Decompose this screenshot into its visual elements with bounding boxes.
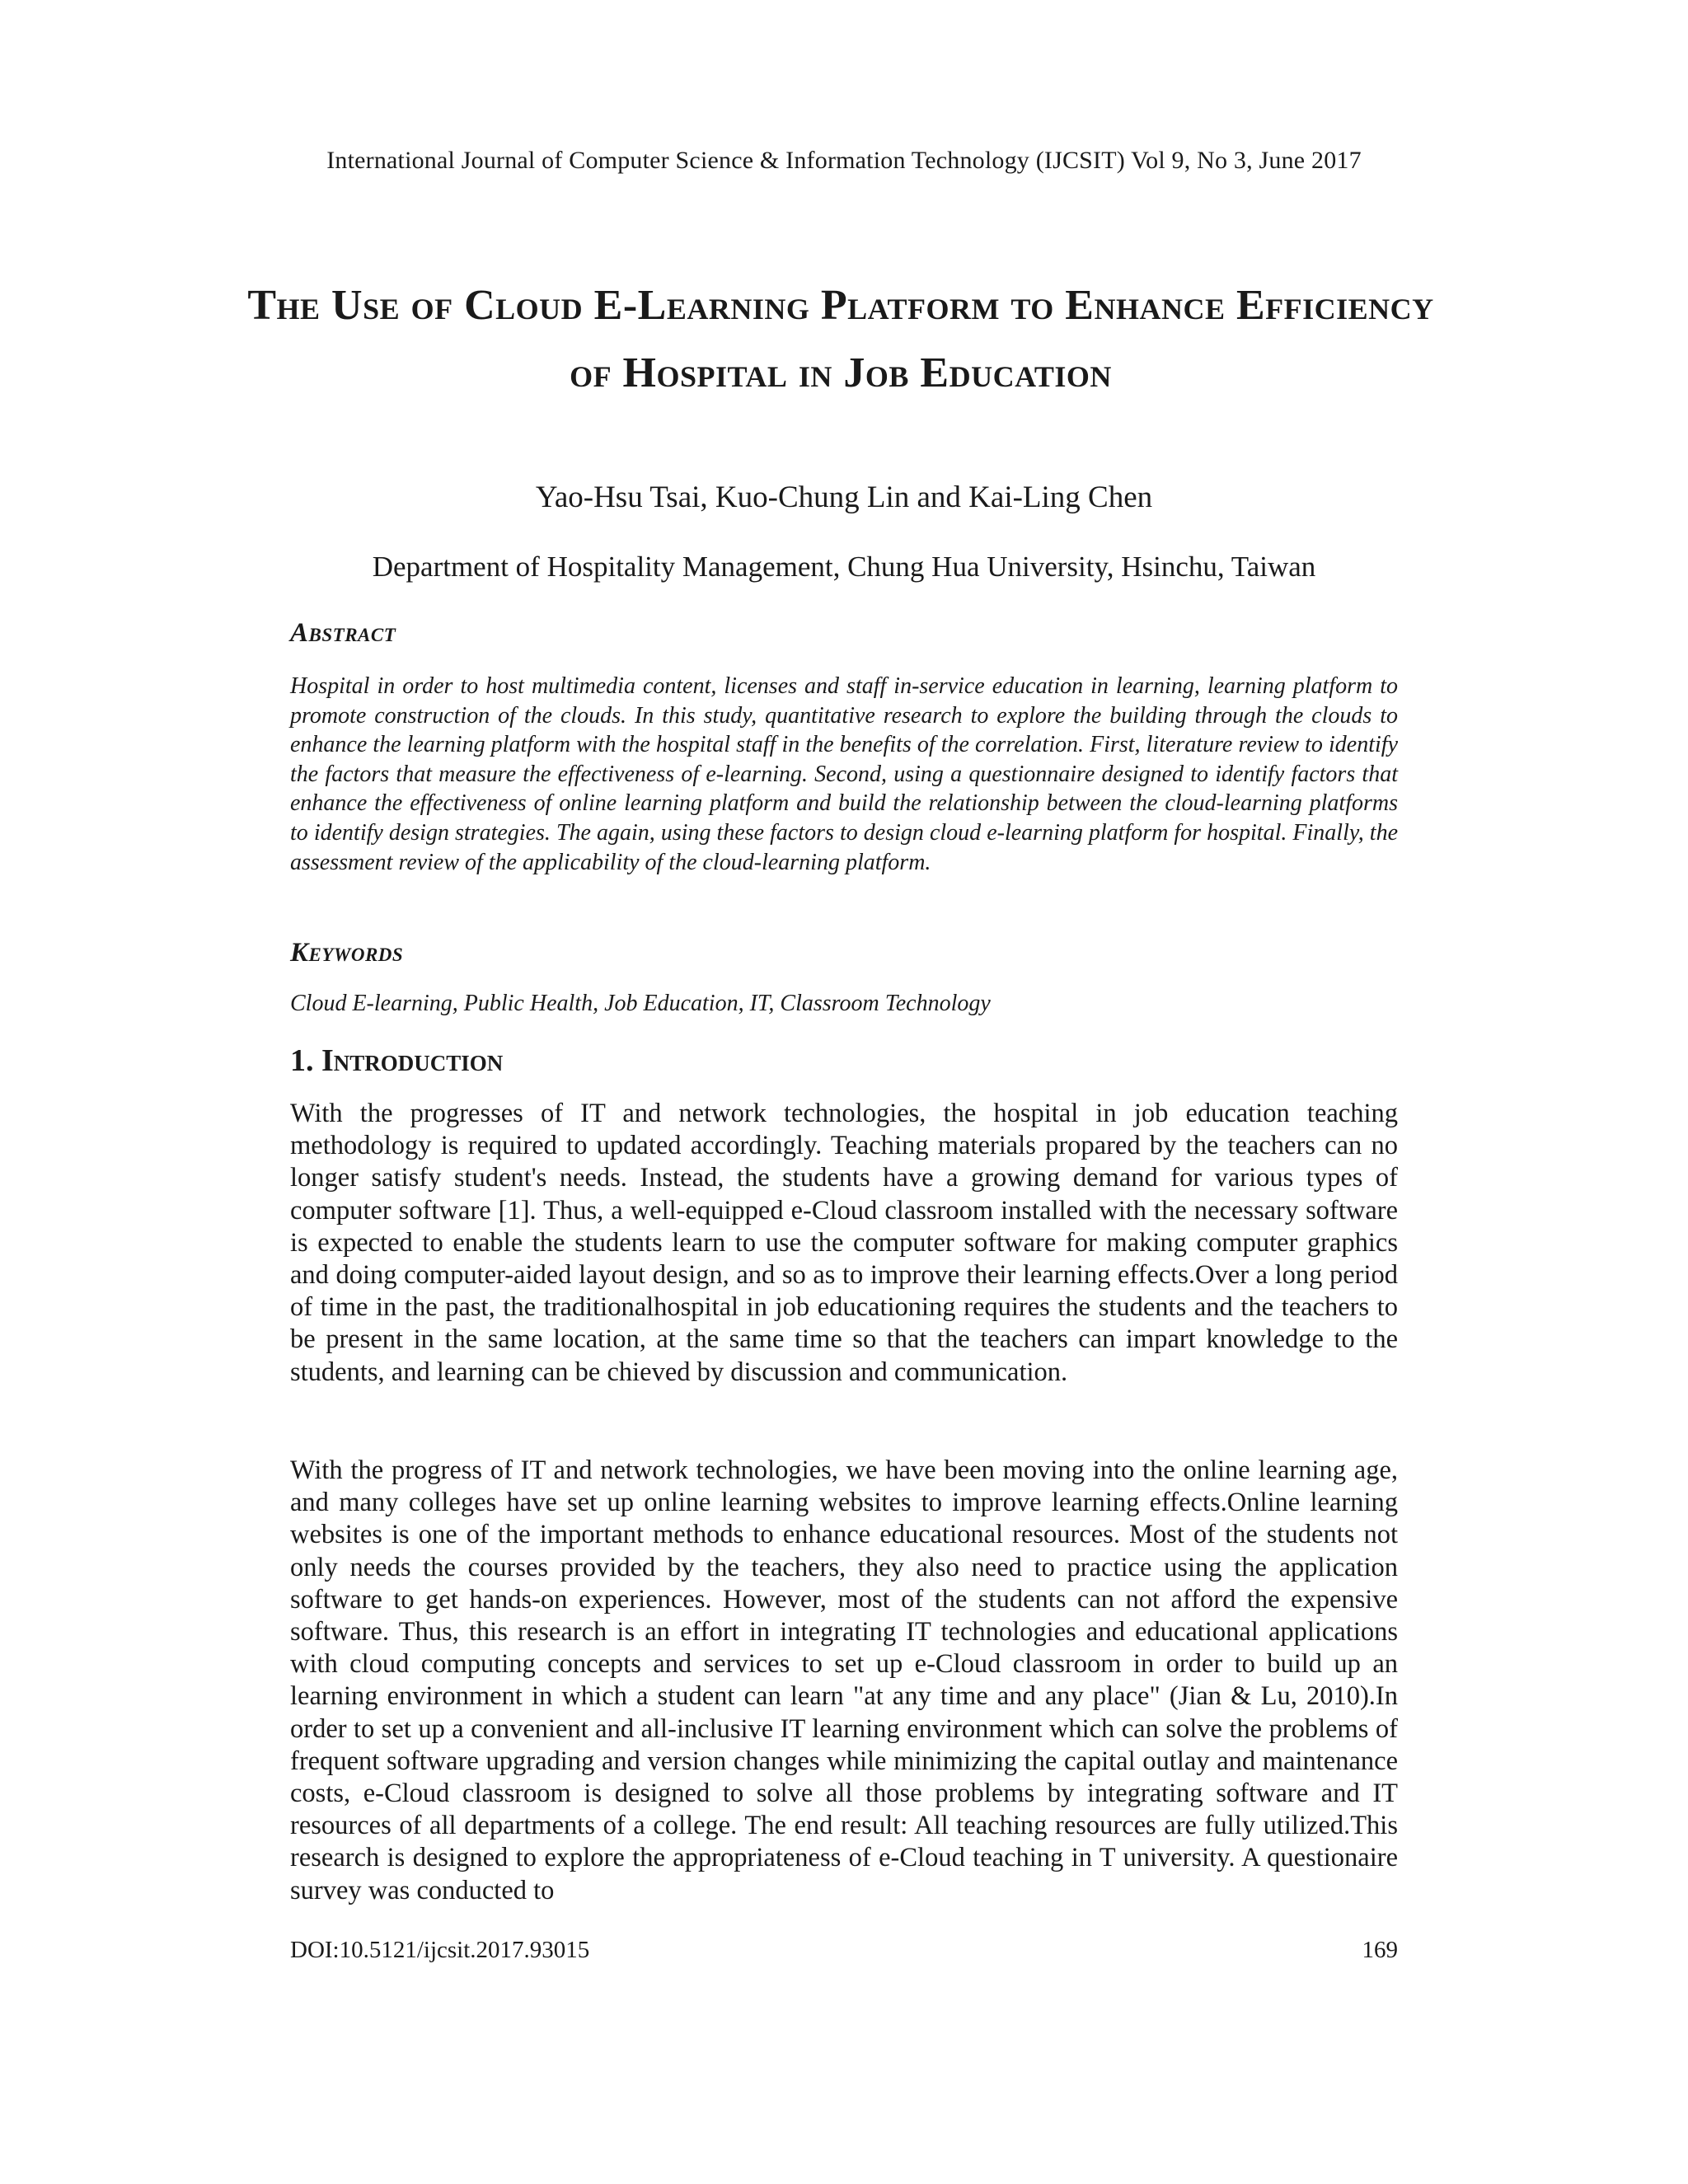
paper-title: The Use of Cloud E-Learning Platform to Enhance Efficiency of Hospital in Job Education (247, 282, 1434, 396)
keywords-heading: Keywords (290, 938, 404, 968)
keywords-text: Cloud E-learning, Public Health, Job Education, IT, Classroom Technology (290, 991, 991, 1016)
author-affiliation: Department of Hospitality Management, Chung Hua University, Hsinchu, Taiwan (372, 551, 1316, 583)
introduction-heading: 1. Introduction (290, 1043, 504, 1078)
introduction-paragraph-2: With the progress of IT and network technologies, we have been moving into the online learning age, and many colleges have set up online learning websites to improve learning effects.Online learning websites is one of the important methods to enhance educational resources. Most of the students not only needs the courses provided by the teachers, they also need to practice using the application software to get hands-on experiences. However, most of the students can not afford the expensive software. Thus, this research is an effort in integrating IT technologies and educational applications with cloud computing concepts and services to set up e-Cloud classroom in order to build up an learning environment in which a student can learn "at any time and any place" (Jian & Lu, 2010).In order to set up a convenient and all-inclusive IT learning environment which can solve the problems of frequent software upgrading and version changes while minimizing the capital outlay and maintenance costs, e-Cloud classroom is designed to solve all those problems by integrating software and IT resources of all departments of a college. The end result: All teaching resources are fully utilized.This research is designed to explore the appropriateness of e-Cloud teaching in T university. A questionaire survey was conducted to (290, 1455, 1398, 1905)
author-list: Yao-Hsu Tsai, Kuo-Chung Lin and Kai-Ling Chen (535, 480, 1153, 514)
doi-link[interactable]: DOI:10.5121/ijcsit.2017.93015 (290, 1937, 590, 1963)
page-number: 169 (1362, 1937, 1398, 1963)
abstract-text: Hospital in order to host multimedia content, licenses and staff in-service education in learning, learning platform to promote construction of the clouds. In this study, quantitative research to explore the building through the clouds to enhance the learning platform with the hospital staff in the benefits of the correlation. First, literature review to identify the factors that measure the effectiveness of e-learning. Second, using a questionnaire designed to identify factors that enhance the effectiveness of online learning platform and build the relationship between the cloud-learning platforms to identify design strategies. The again, using these factors to design cloud e-learning platform for hospital. Finally, the assessment review of the applicability of the cloud-learning platform. (290, 673, 1398, 875)
introduction-paragraph-1: With the progresses of IT and network technologies, the hospital in job education teaching methodology is required to updated accordingly. Teaching materials propared by the teachers can no longer satisfy student's needs. Instead, the students have a growing demand for various types of computer software [1]. Thus, a well-equipped e-Cloud classroom installed with the necessary software is expected to enable the students learn to use the computer software for making computer graphics and doing computer-aided layout design, and so as to improve their learning effects.Over a long period of time in the past, the traditionalhospital in job educationing requires the students and the teachers to be present in the same location, at the same time so that the teachers can impart knowledge to the students, and learning can be chieved by discussion and communication. (290, 1099, 1398, 1387)
abstract-heading: Abstract (290, 618, 396, 648)
running-header: International Journal of Computer Science & Information Technology (IJCSIT) Vol 9, No 3, June 2017 (326, 147, 1362, 174)
